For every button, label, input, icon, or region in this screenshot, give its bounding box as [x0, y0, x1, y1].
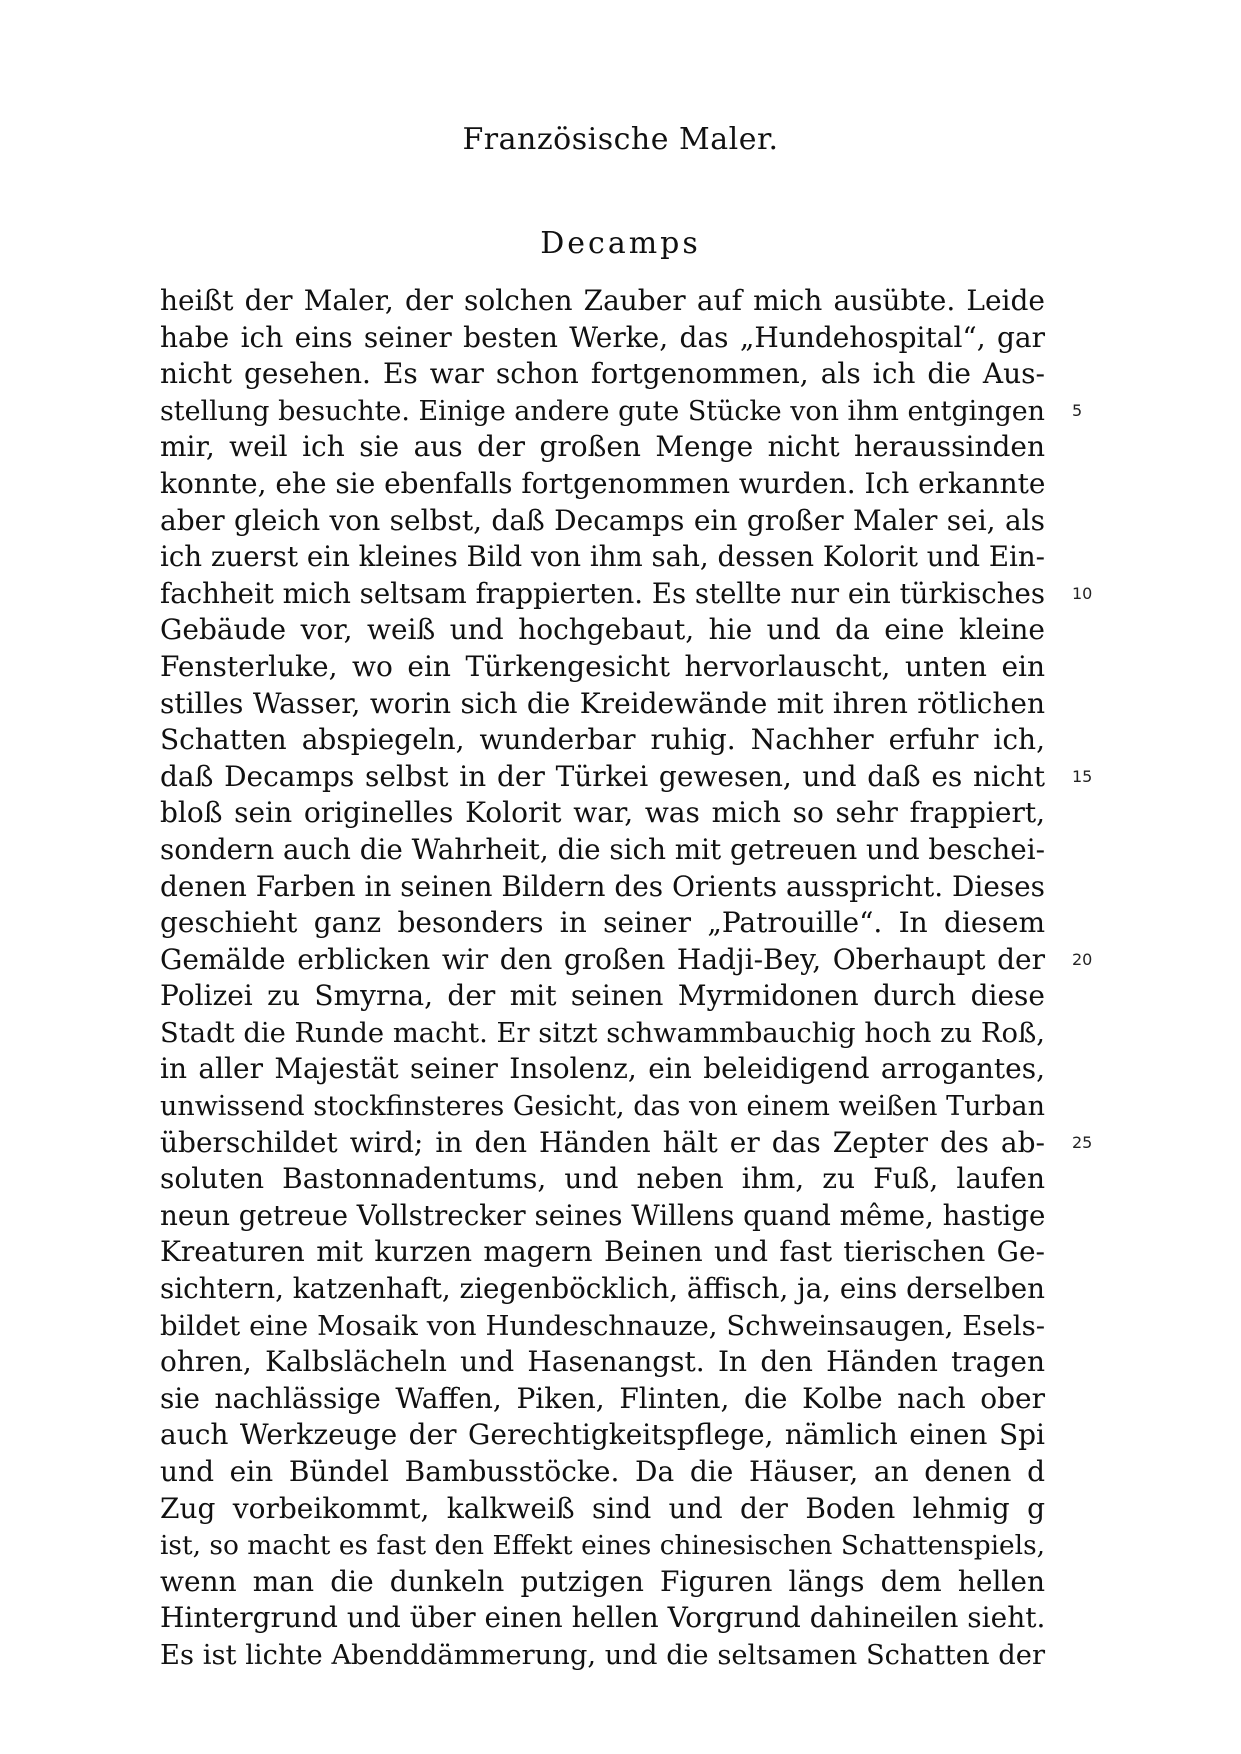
text-line [160, 1344, 1241, 1381]
line-text: geschieht ganz besonders in seiner „Patrouille“. In diesem [160, 906, 1045, 940]
line-text: stellung besuchte. Einige andere gute Stücke von ihm entgingen [160, 395, 1045, 427]
line-text: Fensterluke, wo ein Türkengesicht hervorlauscht, unten ein [160, 649, 1045, 683]
line-text: mir, weil ich sie aus der großen Menge nicht heraussinden [160, 430, 1045, 464]
text-line [160, 1015, 1241, 1052]
line-text: Schatten abspiegeln, wunderbar ruhig. Nachher erfuhr ich, [160, 723, 1045, 757]
line-text: bildet eine Mosaik von Hundeschnauze, Schweinsaugen, Esels- [160, 1309, 1045, 1342]
text-line [160, 759, 1241, 796]
text-line [160, 393, 1241, 430]
line-text: sondern auch die Wahrheit, die sich mit getreuen und beschei- [160, 832, 1046, 866]
text-line [160, 1088, 1241, 1125]
text-line [160, 722, 1241, 759]
section-title: Decamps [540, 226, 701, 261]
text-line [160, 1564, 1241, 1601]
text-line [160, 466, 1241, 503]
text-line [160, 356, 1241, 393]
line-text: in aller Majestät seiner Insolenz, ein beleidigend arrogantes, [160, 1052, 1045, 1086]
line-text: daß Decamps selbst in der Türkei gewesen, und daß es nicht [160, 759, 1045, 793]
text-line [160, 539, 1241, 576]
text-line [160, 429, 1241, 466]
line-text: Es ist lichte Abenddämmerung, und die seltsamen Schatten der [160, 1639, 1045, 1671]
line-text: auch Werkzeuge der Gerechtigkeitspflege, nämlich einen Spi [160, 1418, 1045, 1452]
line-text: Gemälde erblicken wir den großen Hadji-Bey, Oberhaupt der [160, 942, 1045, 976]
line-text: ich zuerst ein kleines Bild von ihm sah, dessen Kolorit und Ein- [160, 540, 1045, 574]
line-text: fachheit mich seltsam frappierten. Es stellte nur ein türkisches [160, 576, 1045, 610]
line-text: überschildet wird; in den Händen hält er das Zepter des ab- [160, 1125, 1045, 1159]
text-line [160, 1051, 1241, 1088]
text-line [160, 576, 1241, 613]
line-number: 10 [1072, 583, 1093, 603]
line-text: neun getreue Vollstrecker seines Willens quand même, hastige [160, 1198, 1046, 1232]
line-text: soluten Bastonnadentums, und neben ihm, zu Fuß, laufen [160, 1162, 1045, 1196]
text-line [160, 1308, 1241, 1345]
line-number: 20 [1072, 949, 1093, 969]
line-text: sichtern, katzenhaft, ziegenböcklich, äffisch, ja, eins derselben [160, 1272, 1045, 1306]
line-number: 25 [1072, 1132, 1093, 1152]
text-line [160, 1271, 1241, 1308]
running-head: Französische Maler. [462, 122, 779, 157]
line-text: Polizei zu Smyrna, der mit seinen Myrmidonen durch diese [160, 979, 1045, 1013]
line-text: Kreaturen mit kurzen magern Beinen und fast tierischen Ge- [160, 1235, 1045, 1269]
text-line [160, 795, 1241, 832]
text-line [160, 1161, 1241, 1198]
text-line [160, 1600, 1241, 1637]
text-line [160, 1637, 1241, 1674]
text-line [160, 1198, 1241, 1235]
text-line [160, 905, 1241, 942]
text-line [160, 1125, 1241, 1162]
text-line [160, 612, 1241, 649]
text-line [160, 649, 1241, 686]
line-text: unwissend stockfinsteres Gesicht, das von einem weißen Turban [160, 1091, 1045, 1123]
line-text: denen Farben in seinen Bildern des Orients ausspricht. Dieses [160, 869, 1045, 903]
text-line [160, 1234, 1241, 1271]
line-text: habe ich eins seiner besten Werke, das „Hundehospital“, gar [160, 320, 1045, 354]
line-text: wenn man die dunkeln putzigen Figuren längs dem hellen [160, 1564, 1045, 1598]
text-line [160, 320, 1241, 357]
line-text: heißt der Maler, der solchen Zauber auf mich ausübte. Leide [160, 284, 1045, 317]
line-text: bloß sein originelles Kolorit war, was mich so sehr frappiert, [160, 796, 1045, 830]
line-text: konnte, ehe sie ebenfalls fortgenommen wurden. Ich erkannte [160, 466, 1046, 500]
line-text: Gebäude vor, weiß und hochgebaut, hie und da eine kleine [160, 613, 1045, 647]
line-text: ist, so macht es fast den Effekt eines chinesischen Schattenspiels, [160, 1531, 1045, 1562]
text-line [160, 1417, 1241, 1454]
line-text: aber gleich von selbst, daß Decamps ein großer Maler sei, als [160, 503, 1045, 537]
text-line [160, 869, 1241, 906]
line-text: Zug vorbeikommt, kalkweiß sind und der Boden lehmig g [160, 1491, 1045, 1525]
text-line [160, 503, 1241, 540]
text-line [160, 1454, 1241, 1491]
line-number: 15 [1072, 766, 1093, 786]
line-text: sie nachlässige Waffen, Piken, Flinten, die Kolbe nach ober [160, 1381, 1045, 1415]
text-line [160, 1527, 1241, 1564]
text-line [160, 978, 1241, 1015]
line-text: Stadt die Runde macht. Er sitzt schwammbauchig hoch zu Roß, [160, 1017, 1045, 1049]
line-text: stilles Wasser, worin sich die Kreidewände mit ihren rötlichen [160, 686, 1045, 720]
text-line [160, 686, 1241, 723]
line-text: nicht gesehen. Es war schon fortgenommen, als ich die Aus- [160, 357, 1045, 391]
body-text [160, 283, 1241, 1674]
line-text: und ein Bündel Bambusstöcke. Da die Häuser, an denen d [160, 1455, 1045, 1488]
text-line [160, 1381, 1241, 1418]
text-line [160, 1491, 1241, 1528]
line-text: ohren, Kalbslächeln und Hasenangst. In den Händen tragen [160, 1345, 1045, 1379]
line-text: Hintergrund und über einen hellen Vorgrund dahineilen sieht. [160, 1601, 1046, 1635]
line-number: 5 [1072, 400, 1083, 420]
text-line [160, 942, 1241, 979]
text-line [160, 283, 1241, 320]
text-line [160, 832, 1241, 869]
